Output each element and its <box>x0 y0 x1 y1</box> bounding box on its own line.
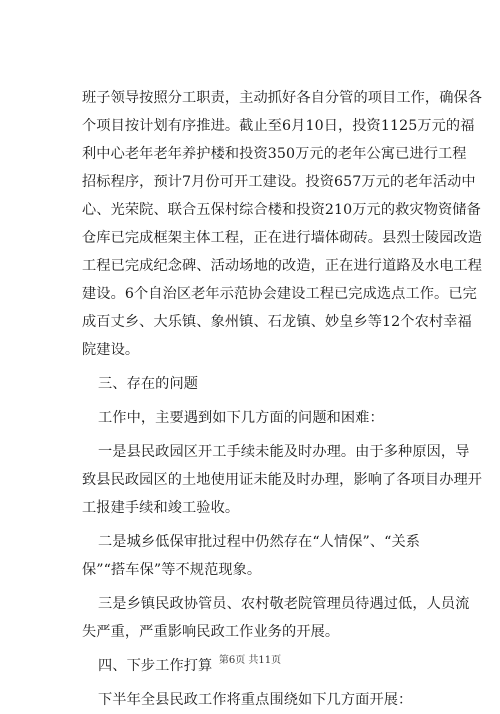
paragraph-0-line-2: 利中心老年老年养护楼和投资350万元的老年公寓已进行工程 <box>82 146 467 162</box>
paragraph-0-line-0: 班子领导按照分工职责，主动抓好各自分管的项目工作，确保各 <box>82 90 483 106</box>
paragraph-1-line-0: 三、存在的问题 <box>98 376 199 392</box>
paragraph-4-line-1: 保”“搭车保”等不规范现象。 <box>82 562 262 578</box>
paragraph-0-line-5: 仓库已完成框架主体工程，正在进行墙体砌砖。县烈士陵园改造 <box>82 230 483 246</box>
paragraph-5-line-0: 三是乡镇民政协管员、农村敬老院管理员待遇过低，人员流 <box>98 596 470 612</box>
paragraph-4-line-0: 二是城乡低保审批过程中仍然存在“人情保”、“关系 <box>98 534 421 550</box>
paragraph-0-line-6: 工程已完成纪念碑、活动场地的改造，正在进行道路及水电工程 <box>82 258 483 274</box>
paragraph-0-line-3: 招标程序，预计7月份可开工建设。投资657万元的老年活动中 <box>82 174 476 190</box>
paragraph-3-line-0: 一是县民政园区开工手续未能及时办理。由于多种原因，导 <box>98 444 470 460</box>
paragraph-0-line-1: 个项目按计划有序推进。截止至6月10日，投资1125万元的福 <box>82 118 475 134</box>
paragraph-0-line-9: 院建设。 <box>82 342 140 358</box>
paragraph-0-line-4: 心、光荣院、联合五保村综合楼和投资210万元的救灾物资储备 <box>82 202 481 218</box>
paragraph-0-line-8: 成百丈乡、大乐镇、象州镇、石龙镇、妙皇乡等12个农村幸福 <box>82 314 472 330</box>
paragraph-3-line-2: 工报建手续和竣工验收。 <box>82 500 240 516</box>
paragraph-5-line-1: 失严重，严重影响民政工作业务的开展。 <box>82 624 340 640</box>
document-body <box>82 84 483 714</box>
paragraph-7-line-0: 下半年全县民政工作将重点围绕如下几方面开展： <box>98 692 413 708</box>
paragraph-3-line-1: 致县民政园区的土地使用证未能及时办理，影响了各项目办理开 <box>82 472 483 488</box>
paragraph-0-line-7: 建设。6个自治区老年示范协会建设工程已完成选点工作。已完 <box>82 286 477 302</box>
paragraph-2-line-0: 工作中，主要遇到如下几方面的问题和困难： <box>98 410 384 426</box>
paragraph-6-line-0: 四、下步工作打算 <box>98 658 213 674</box>
page-footer: 第6页 共11页 <box>218 655 282 666</box>
